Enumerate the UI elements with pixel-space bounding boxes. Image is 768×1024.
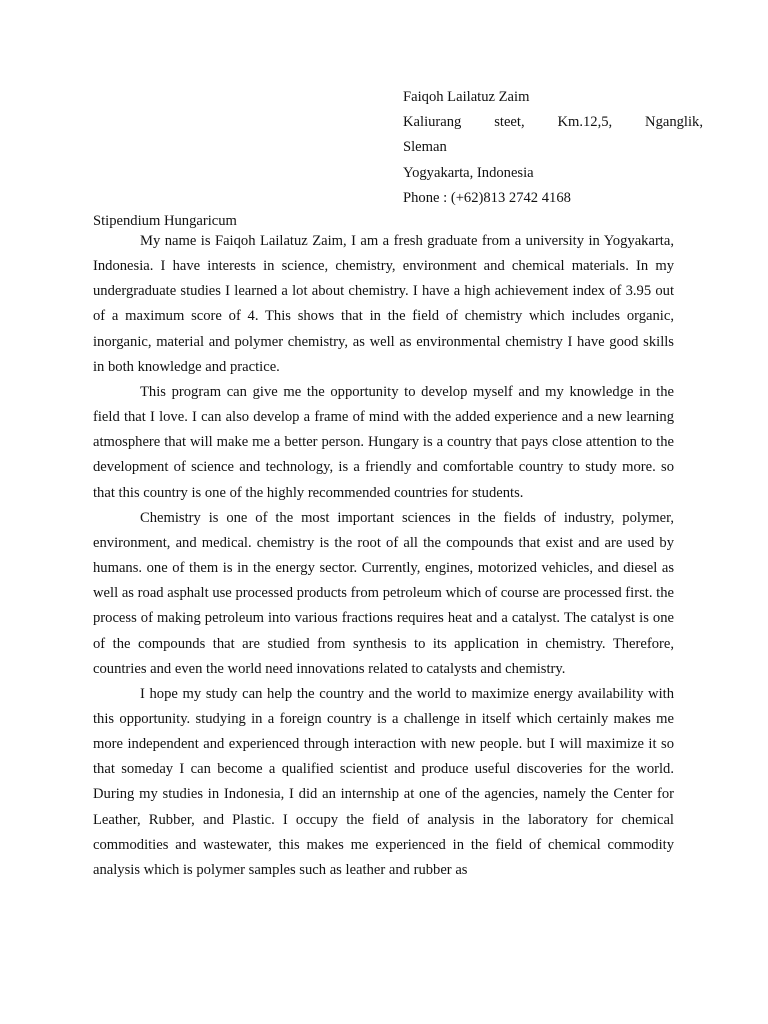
paragraph-chemistry: Chemistry is one of the most important sciences in the fields of industry, polymer, environment, and medical. chemistry is the root of all the compounds that exist and are used by humans. one of them is in the energy sector. Currently, engines, motorized vehicles, and diesel as well as road asphalt use processed products from petroleum which of course are processed first. the process of making petroleum into various fractions requires heat and a catalyst. The catalyst is one of the compounds that are studied from synthesis to its application in chemistry. Therefore, countries and even the world need innovations related to catalysts and chemistry. xyxy=(93,509,674,677)
sender-name: Faiqoh Lailatuz Zaim xyxy=(403,89,530,105)
paragraph-hopes: I hope my study can help the country and the world to maximize energy availability with this opportunity. studying in a foreign country is a challenge in itself which certainly makes me more independent and experienced through interaction with new people. but I will maximize it so that someday I can become a qualified scientist and produce useful discoveries for the world. During my studies in Indonesia, I did an internship at one of the agencies, namely the Center for Leather, Rubber, and Plastic. I occupy the field of analysis in the laboratory for chemical commodities and wastewater, this makes me experienced in the field of chemical commodity analysis which is polymer samples such as leather and rubber as xyxy=(93,685,674,878)
sender-city: Yogyakarta, Indonesia xyxy=(403,164,534,181)
recipient-line: Stipendium Hungaricum xyxy=(93,213,237,229)
sender-block xyxy=(403,85,703,211)
sender-address-line2: Sleman xyxy=(403,139,447,156)
paragraph-introduction: My name is Faiqoh Lailatuz Zaim, I am a fresh graduate from a university in Yogyakarta, Indonesia. I have interests in science, chemistry, environment and chemical materials. In my undergraduate studies I learned a lot about chemistry. I have a high achievement index of 3.95 out of a maximum score of 4. This shows that in the field of chemistry which includes organic, inorganic, material and polymer chemistry, as well as environmental chemistry I have good skills in both knowledge and practice. xyxy=(93,233,674,375)
letter-body xyxy=(93,229,674,883)
paragraph-program: This program can give me the opportunity to develop myself and my knowledge in the field that I love. I can also develop a frame of mind with the added experience and a new learning atmosphere that will make me a better person. Hungary is a country that pays close attention to the development of science and technology, is a friendly and comfortable country to study more. so that this country is one of the highly recommended countries for students. xyxy=(93,383,674,501)
sender-phone: Phone : (+62)813 2742 4168 xyxy=(403,189,571,206)
sender-address-line1: Kaliurang steet, Km.12,5, Nganglik, xyxy=(403,114,703,131)
